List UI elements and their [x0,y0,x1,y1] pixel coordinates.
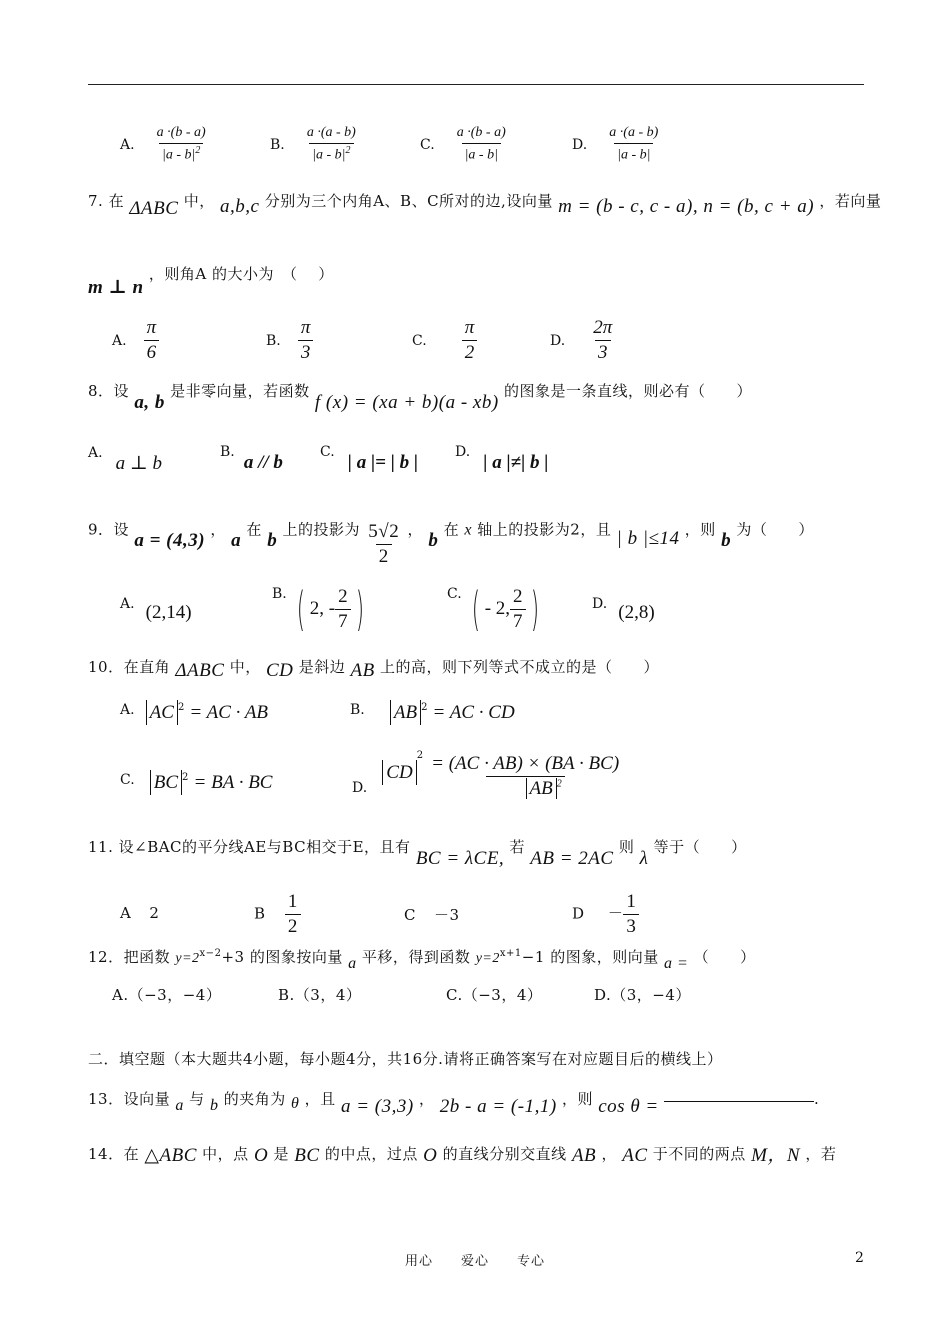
q6-option-d: D. $\frac{a \cdot(a - b)}{|a - b|}$ [572,125,659,163]
q12-option-b: B.（3，4） [278,986,362,1004]
q7-option-b: B. $\frac{\pi}{3}$ [266,318,313,363]
q12-option-a: A.（−3，−4） [112,986,222,1004]
header-rule [88,84,864,85]
page-footer: 用心 爱心 专心 [404,1254,545,1269]
q6-option-a: A. $\frac{a \cdot(b - a)}{|a - b|^2}$ [120,126,209,163]
q6-option-b: B. $\frac{a \cdot(a - b)}{|a - b|^2}$ [270,125,356,163]
q9-option-b: B. ( 2, - $\frac{2}{7}$ ) [272,582,364,636]
q9-option-a: A. (2,14) [120,596,192,623]
question-12-stem: 12．把函数 $y=2^{x-2}+3$ 的图象按向量 a 平移，得到函数 $y=2^{x+1}-1$ 的图象，则向量 a = （ ） [88,948,756,972]
q9-option-c: C. ( - 2, $\frac{2}{7}$ ) [447,582,539,636]
q6-option-c: C. $\frac{a \cdot(b - a)}{|a - b|}$ [420,125,506,163]
question-7-stem: 7. 在 ΔABC 中， a,b,c 分别为三个内角A、B、C所对的边,设向量 m = (b - c, c - a), n = (b, c + a) ，若向量 [88,192,882,219]
question-9-stem: 9．设 a = (4,3) ， a 在 b 上的投影为 $\frac{5√2}{2}$ ， b 在 x 轴上的投影为2，且 | b |≤14 ，则 b 为（ ） [88,520,814,567]
q7-option-c: C. $\frac{\pi}{2}$ [412,318,477,363]
q9-option-d: D. (2,8) [592,596,655,623]
q10-option-b: B. AB $^2$ = AC · CD [350,702,515,723]
q10-option-a: A. AC $^2$ = AC · AB [120,702,269,723]
q8-option-a: A. a ⊥ b [88,445,163,474]
q11-option-a: A 2 [120,904,160,922]
page-number: 2 [855,1250,864,1266]
question-13-stem: 13．设向量 a 与 b 的夹角为 θ ，且 a = (3,3) ， 2b - a = (-1,1) ，则 cos θ = . [88,1090,820,1117]
question-11-stem: 11. 设∠BAC的平分线AE与BC相交于E，且有 BC = λCE, 若 AB = 2AC 则 λ 等于（ ） [88,838,747,869]
q11-option-c: C －3 [404,906,460,924]
q10-option-c: C. BC $^2$ = BA · BC [120,772,273,793]
q10-option-d: D. $CD^2$ $\frac{= (AC \cdot AB) \times (BA \cdot BC)}{AB ^2}$ [352,749,620,799]
q7-option-d: D. $\frac{2\pi}{3}$ [550,317,613,363]
question-10-stem: 10．在直角 ΔABC 中， CD 是斜边 AB 上的高，则下列等式不成立的是（ ） [88,658,659,681]
question-8-stem: 8．设 a, b 是非零向量，若函数 f (x) = (xa + b)(a - xb) 的图象是一条直线，则必有（ ） [88,382,752,413]
q8-option-c: C. | a |= | b | [320,444,419,473]
q7-option-a: A. $\frac{\pi}{6}$ [112,318,159,363]
question-14-stem: 14．在 △ABC 中，点 O 是 BC 的中点，过点 O 的直线分别交直线 AB ， AC 于不同的两点 M，N ，若 [88,1145,837,1166]
q6-a-numerator: a ·(b - a) [156,125,206,140]
q11-option-d: D － $\frac{1}{3}$ [572,892,639,937]
q8-option-b: B. a // b [220,444,283,473]
q11-option-b: B $\frac{1}{2}$ [254,892,301,937]
q12-option-d: D.（3，−4） [594,986,691,1004]
q8-option-d: D. | a |≠| b | [455,444,549,473]
section-2-heading: 二．填空题（本大题共4小题，每小题4分，共16分.请将正确答案写在对应题目后的横线上） [88,1050,723,1068]
question-7-stem-2: m ⊥ n ，则角A 的大小为 （ ） [88,265,334,298]
answer-blank[interactable] [664,1101,814,1102]
q12-option-c: C.（−3，4） [446,986,543,1004]
